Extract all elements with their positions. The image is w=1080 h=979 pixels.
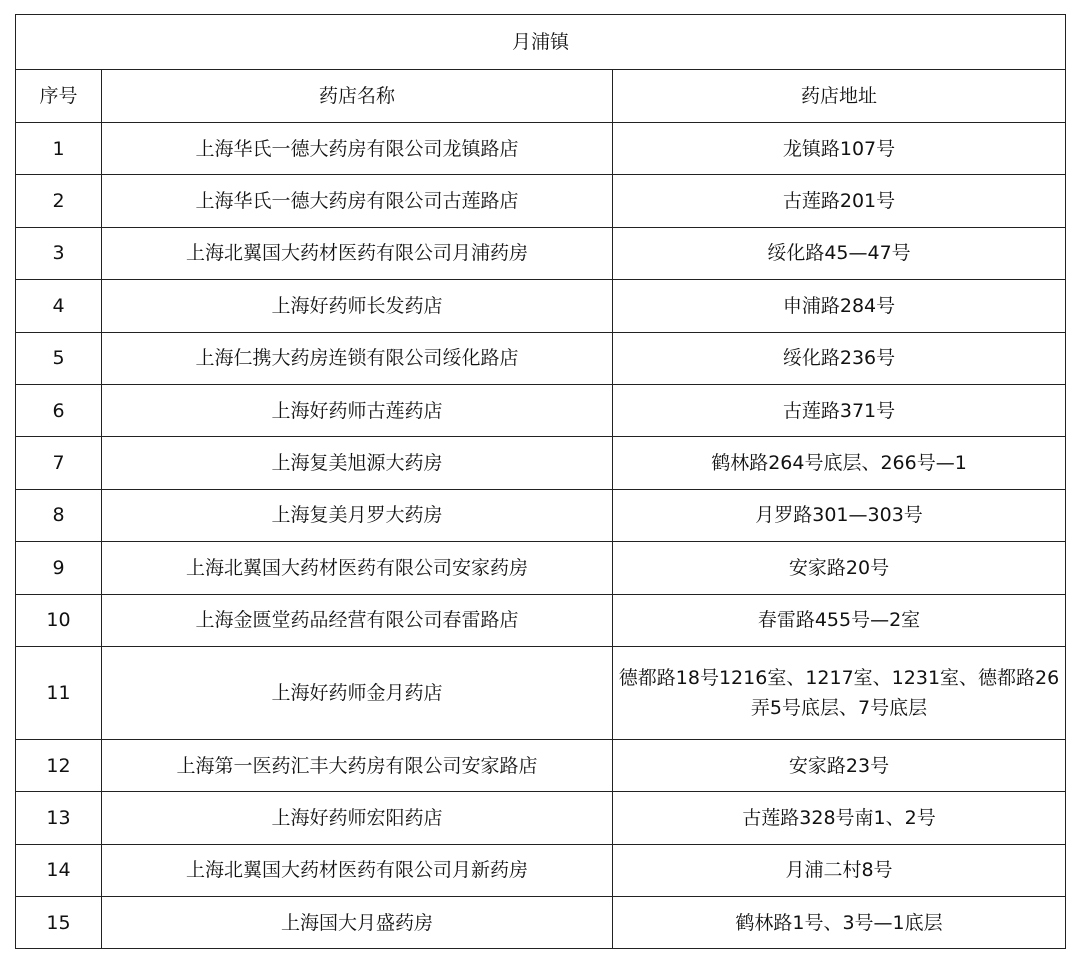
row-pharmacy-address: 古莲路371号 (613, 384, 1066, 436)
table-title: 月浦镇 (16, 15, 1066, 70)
row-pharmacy-name: 上海第一医药汇丰大药房有限公司安家路店 (102, 739, 613, 791)
table-row (16, 897, 1066, 949)
row-serial-number: 12 (16, 739, 102, 791)
row-serial-number: 14 (16, 844, 102, 896)
row-pharmacy-address: 绥化路236号 (613, 332, 1066, 384)
table-row (16, 175, 1066, 227)
row-pharmacy-address: 德都路18号1216室、1217室、1231室、德都路26弄5号底层、7号底层 (613, 646, 1066, 739)
table-row (16, 844, 1066, 896)
row-serial-number: 11 (16, 646, 102, 739)
header-pharmacy-name: 药店名称 (102, 70, 613, 123)
row-pharmacy-address: 安家路20号 (613, 542, 1066, 594)
row-pharmacy-address: 绥化路45—47号 (613, 227, 1066, 279)
pharmacy-table (15, 14, 1066, 949)
row-pharmacy-name: 上海仁携大药房连锁有限公司绥化路店 (102, 332, 613, 384)
table-row (16, 646, 1066, 739)
table-title-row (16, 15, 1066, 70)
table-header-row (16, 70, 1066, 123)
table-row (16, 739, 1066, 791)
row-pharmacy-address: 古莲路201号 (613, 175, 1066, 227)
table-row (16, 384, 1066, 436)
table-row (16, 542, 1066, 594)
row-serial-number: 1 (16, 123, 102, 175)
row-serial-number: 10 (16, 594, 102, 646)
row-serial-number: 6 (16, 384, 102, 436)
row-serial-number: 8 (16, 489, 102, 541)
header-pharmacy-address: 药店地址 (613, 70, 1066, 123)
table-row (16, 792, 1066, 844)
row-serial-number: 5 (16, 332, 102, 384)
row-pharmacy-address: 鹤林路1号、3号—1底层 (613, 897, 1066, 949)
row-pharmacy-address: 安家路23号 (613, 739, 1066, 791)
row-pharmacy-name: 上海好药师金月药店 (102, 646, 613, 739)
table-row (16, 489, 1066, 541)
row-pharmacy-name: 上海好药师长发药店 (102, 280, 613, 332)
table-row (16, 280, 1066, 332)
row-pharmacy-name: 上海北翼国大药材医药有限公司月新药房 (102, 844, 613, 896)
table-row (16, 594, 1066, 646)
row-pharmacy-address: 古莲路328号南1、2号 (613, 792, 1066, 844)
row-pharmacy-name: 上海金匮堂药品经营有限公司春雷路店 (102, 594, 613, 646)
row-pharmacy-name: 上海复美旭源大药房 (102, 437, 613, 489)
row-pharmacy-address: 月罗路301—303号 (613, 489, 1066, 541)
row-pharmacy-address: 鹤林路264号底层、266号—1 (613, 437, 1066, 489)
row-pharmacy-address: 春雷路455号—2室 (613, 594, 1066, 646)
row-pharmacy-address: 月浦二村8号 (613, 844, 1066, 896)
row-serial-number: 7 (16, 437, 102, 489)
header-serial-number: 序号 (16, 70, 102, 123)
row-pharmacy-name: 上海北翼国大药材医药有限公司安家药房 (102, 542, 613, 594)
row-pharmacy-address: 龙镇路107号 (613, 123, 1066, 175)
row-pharmacy-name: 上海华氏一德大药房有限公司龙镇路店 (102, 123, 613, 175)
row-serial-number: 4 (16, 280, 102, 332)
row-serial-number: 9 (16, 542, 102, 594)
row-pharmacy-address: 申浦路284号 (613, 280, 1066, 332)
pharmacy-table-container (15, 14, 1066, 949)
row-serial-number: 3 (16, 227, 102, 279)
table-row (16, 123, 1066, 175)
row-pharmacy-name: 上海华氏一德大药房有限公司古莲路店 (102, 175, 613, 227)
row-pharmacy-name: 上海北翼国大药材医药有限公司月浦药房 (102, 227, 613, 279)
row-serial-number: 15 (16, 897, 102, 949)
table-row (16, 332, 1066, 384)
table-row (16, 227, 1066, 279)
table-row (16, 437, 1066, 489)
row-pharmacy-name: 上海复美月罗大药房 (102, 489, 613, 541)
row-serial-number: 2 (16, 175, 102, 227)
row-pharmacy-name: 上海好药师古莲药店 (102, 384, 613, 436)
row-serial-number: 13 (16, 792, 102, 844)
row-pharmacy-name: 上海好药师宏阳药店 (102, 792, 613, 844)
row-pharmacy-name: 上海国大月盛药房 (102, 897, 613, 949)
